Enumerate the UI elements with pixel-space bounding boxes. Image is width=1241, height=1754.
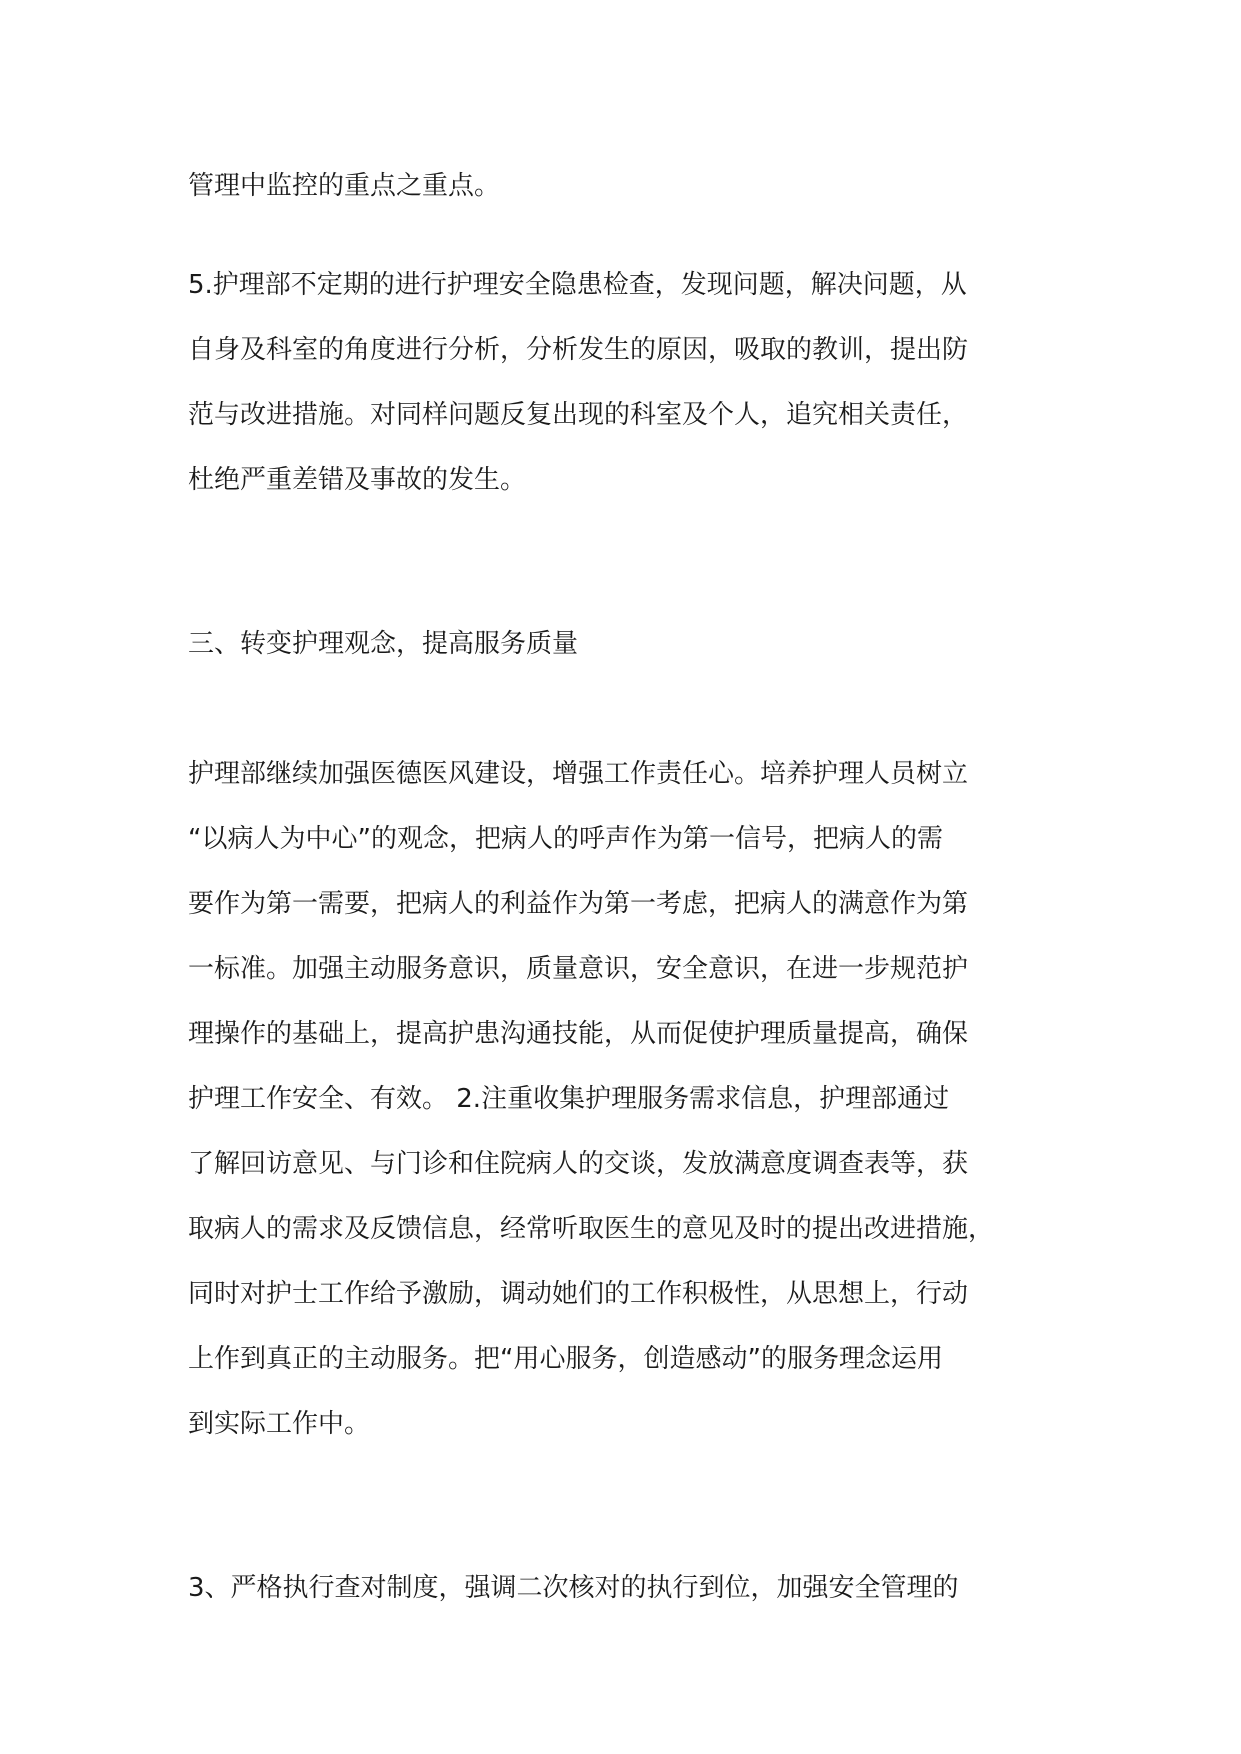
section-heading: 三、转变护理观念，提高服务质量 (188, 629, 579, 659)
text-line: 管理中监控的重点之重点。 (188, 171, 501, 201)
text-line: 取病人的需求及反馈信息，经常听取医生的意见及时的提出改进措施， (188, 1214, 995, 1244)
text-line: 护理工作安全、有效。 2.注重收集护理服务需求信息，护理部通过 (188, 1084, 950, 1114)
text-line: 3、严格执行查对制度，强调二次核对的执行到位，加强安全管理的 (188, 1573, 959, 1603)
text-line: 到实际工作中。 (188, 1409, 371, 1439)
text-line: 范与改进措施。对同样问题反复出现的科室及个人，追究相关责任， (188, 400, 969, 430)
text-line: 上作到真正的主动服务。把“用心服务，创造感动”的服务理念运用 (188, 1344, 943, 1374)
text-line: “以病人为中心”的观念，把病人的呼声作为第一信号，把病人的需 (188, 824, 943, 854)
text-line: 同时对护士工作给予激励，调动她们的工作积极性，从思想上，行动 (188, 1279, 969, 1309)
text-line: 要作为第一需要，把病人的利益作为第一考虑，把病人的满意作为第 (188, 889, 969, 919)
text-line: 一标准。加强主动服务意识，质量意识，安全意识，在进一步规范护 (188, 954, 969, 984)
text-line: 杜绝严重差错及事故的发生。 (188, 465, 527, 495)
text-line: 5.护理部不定期的进行护理安全隐患检查，发现问题，解决问题，从 (188, 270, 967, 300)
text-line: 护理部继续加强医德医风建设，增强工作责任心。培养护理人员树立 (188, 759, 969, 789)
text-line: 了解回访意见、与门诊和住院病人的交谈，发放满意度调查表等，获 (188, 1149, 969, 1179)
text-line: 理操作的基础上，提高护患沟通技能，从而促使护理质量提高，确保 (188, 1019, 969, 1049)
text-line: 自身及科室的角度进行分析，分析发生的原因，吸取的教训，提出防 (188, 335, 969, 365)
